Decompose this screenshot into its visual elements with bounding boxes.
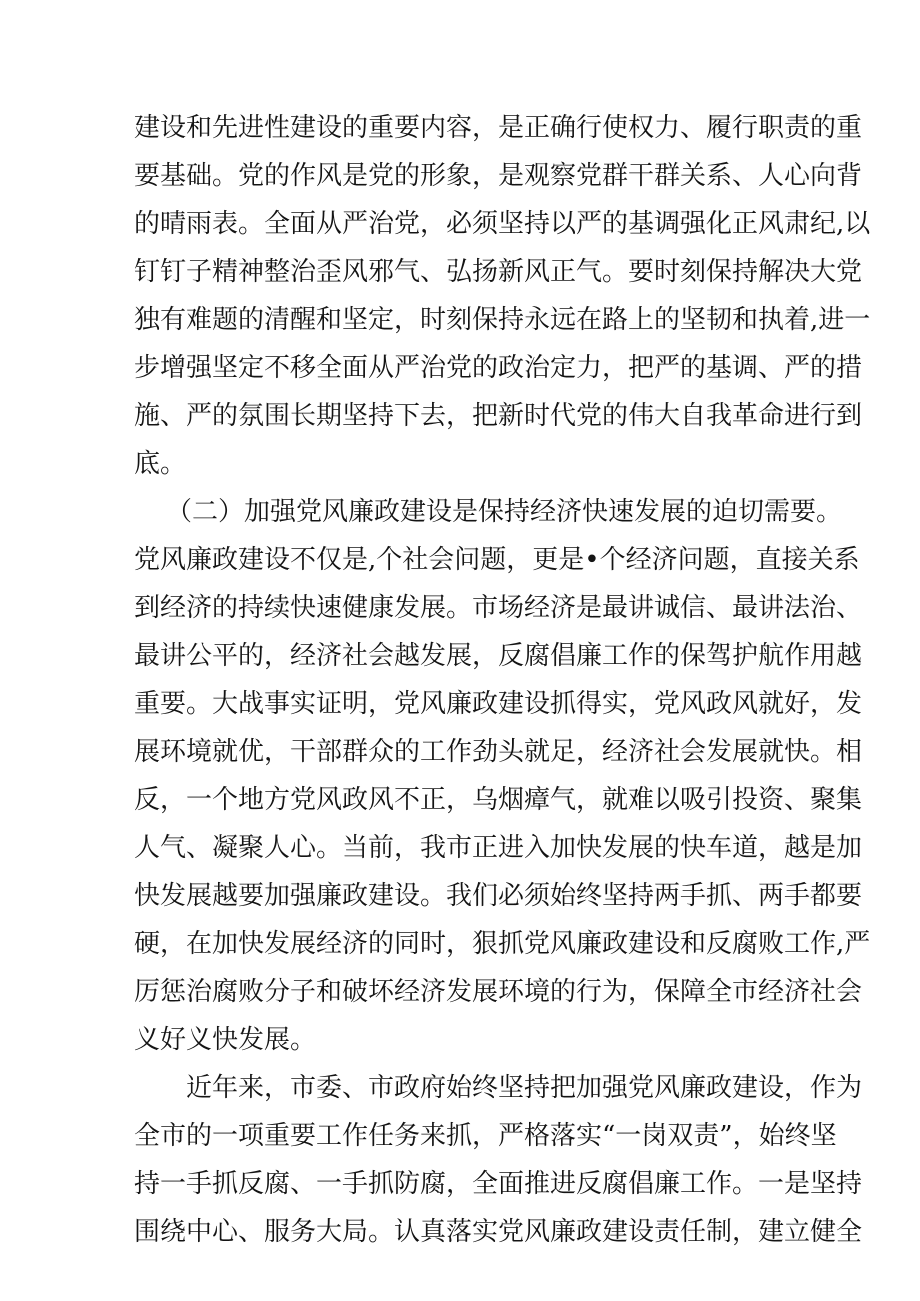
- text-line: 义好义快发展。: [134, 1025, 317, 1055]
- text-line: 展环境就优，干部群众的工作劲头就足，经济社会发展就快。相: [134, 737, 863, 767]
- text-line: 硬，在加快发展经济的同时，狠抓党风廉政建设和反腐败工作,严: [134, 929, 871, 959]
- text-line: 底。: [134, 449, 187, 479]
- document-body: [134, 104, 871, 1256]
- text-line: 重要。大战事实证明，党风廉政建设抓得实，党风政风就好，发: [134, 689, 863, 719]
- text-line: 到经济的持续快速健康发展。市场经济是最讲诚信、最讲法治、: [134, 593, 863, 623]
- text-line: 钉钉子精神整治歪风邪气、弘扬新风正气。要时刻保持解决大党: [134, 257, 863, 287]
- text-line: 的晴雨表。全面从严治党，必须坚持以严的基调强化正风肃纪,以: [134, 209, 871, 239]
- text-line: 步增强坚定不移全面从严治党的政治定力，把严的基调、严的措: [134, 353, 863, 383]
- text-line: 人气、凝聚人心。当前，我市正进入加快发展的快车道，越是加: [134, 833, 863, 863]
- text-line: 反，一个地方党风政风不正，乌烟瘴气，就难以吸引投资、聚集: [134, 785, 863, 815]
- text-line: 最讲公平的，经济社会越发展，反腐倡廉工作的保驾护航作用越: [134, 641, 863, 671]
- paragraph-3: [134, 1064, 863, 1256]
- text-line: 党风廉政建设不仅是,个社会问题，更是•个经济问题，直接关系: [134, 545, 860, 575]
- text-line: 建设和先进性建设的重要内容，是正确行使权力、履行职责的重: [134, 113, 863, 143]
- text-line: 厉惩治腐败分子和破坏经济发展环境的行为，保障全市经济社会: [134, 977, 863, 1007]
- paragraph-2: [134, 488, 871, 1064]
- section-heading-line: （二）加强党风廉政建设是保持经济快速发展的迫切需要。: [166, 497, 843, 527]
- text-line: 施、严的氛围长期坚持下去，把新时代党的伟大自我革命进行到: [134, 401, 863, 431]
- paragraph-1: [134, 104, 871, 488]
- text-line: 近年来，市委、市政府始终坚持把加强党风廉政建设，作为: [186, 1073, 863, 1103]
- text-line: 快发展越要加强廉政建设。我们必须始终坚持两手抓、两手都要: [134, 881, 863, 911]
- text-line: 围绕中心、服务大局。认真落实党风廉政建设责任制，建立健全: [134, 1217, 863, 1247]
- text-line: 要基础。党的作风是党的形象，是观察党群干群关系、人心向背: [134, 161, 863, 191]
- text-line: 持一手抓反腐、一手抓防腐，全面推进反腐倡廉工作。一是坚持: [134, 1169, 863, 1199]
- text-line: 独有难题的清醒和坚定，时刻保持永远在路上的坚韧和执着,进一: [134, 305, 871, 335]
- text-line: 全市的一项重要工作任务来抓，严格落实“一岗双责”，始终坚: [134, 1121, 837, 1151]
